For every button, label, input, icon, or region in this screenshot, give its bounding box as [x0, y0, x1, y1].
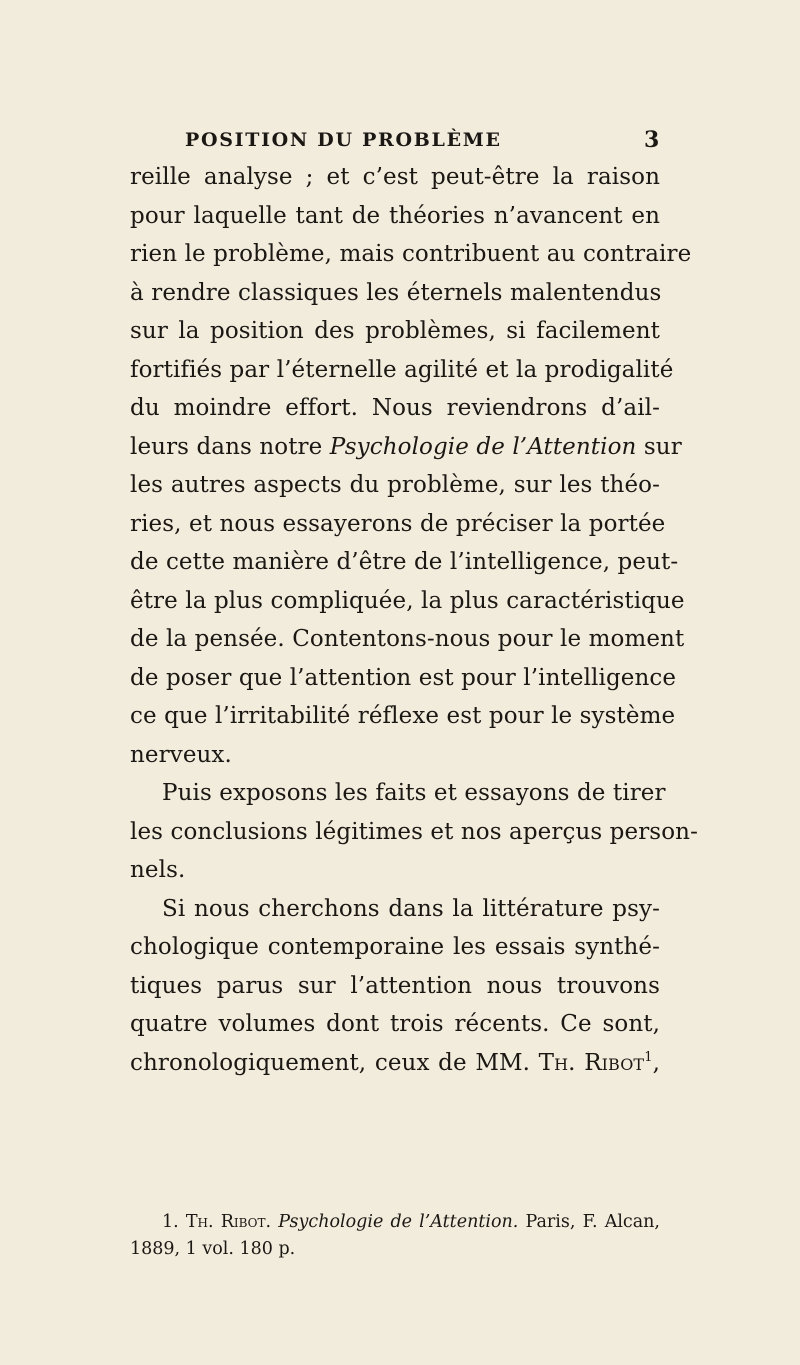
text-line: [130, 428, 682, 467]
footnote-author: Th. Ribot.: [185, 1212, 272, 1232]
footnote-line: [130, 1209, 660, 1236]
text-line: tiques parus sur l’attention nous trouvons: [130, 972, 660, 999]
text-line: de poser que l’attention est pour l’intelligence: [130, 664, 677, 691]
text-line: du moindre effort. Nous reviendrons d’ail-: [130, 395, 660, 421]
text-line: pour laquelle tant de théories n’avancent en: [130, 202, 660, 229]
text-segment: chronologiquement, ceux de MM.: [130, 1049, 539, 1076]
running-header-title: POSITION DU PROBLÈME: [185, 129, 502, 151]
text-line: de cette manière d’être de l’intelligence, peut-: [130, 549, 679, 575]
page-number: 3: [643, 127, 661, 153]
text-line: les conclusions légitimes et nos aperçus person-: [130, 818, 698, 845]
text-line: sur la position des problèmes, si facilement: [130, 318, 660, 344]
footnote-marker: 1.: [162, 1212, 179, 1232]
text-segment: ,: [652, 1049, 660, 1076]
text-line: les autres aspects du problème, sur les théo-: [130, 472, 660, 498]
text-line: Si nous cherchons dans la littérature psy-: [162, 895, 660, 922]
body-text: [130, 158, 698, 1082]
text-line: être la plus compliquée, la plus caractéristique: [130, 587, 685, 614]
footnote: [130, 1209, 660, 1263]
running-header: [185, 122, 661, 158]
text-line: reille analyse ; et c’est peut-être la raison: [130, 164, 660, 190]
text-line: Puis exposons les faits et essayons de tirer: [162, 780, 666, 806]
footnote-line: 1889, 1 vol. 180 p.: [130, 1239, 296, 1259]
text-line: [130, 1044, 660, 1083]
text-line: fortifiés par l’éternelle agilité et la prodigalité: [130, 356, 674, 383]
footnote-publisher: Paris, F. Alcan,: [525, 1212, 660, 1232]
text-line: chologique contemporaine les essais synthé-: [130, 934, 660, 960]
text-line: nels.: [130, 857, 186, 883]
text-line: à rendre classiques les éternels malentendus: [130, 279, 662, 306]
text-segment: leurs dans notre: [130, 433, 330, 460]
text-line: quatre volumes dont trois récents. Ce sont,: [130, 1011, 660, 1037]
footnote-ref[interactable]: 1: [644, 1049, 653, 1065]
author-name: Th. Ribot: [538, 1049, 645, 1076]
footnote-title: Psychologie de l’Attention.: [278, 1212, 519, 1232]
book-title-italic: Psychologie de l’Attention: [329, 433, 637, 460]
text-line: ce que l’irritabilité réflexe est pour le système: [130, 703, 676, 729]
text-line: nerveux.: [130, 741, 232, 768]
text-line: rien le problème, mais contribuent au contraire: [130, 241, 692, 267]
text-segment: sur: [643, 433, 682, 460]
text-line: ries, et nous essayerons de préciser la portée: [130, 510, 666, 537]
text-line: de la pensée. Contentons-nous pour le moment: [130, 626, 685, 652]
